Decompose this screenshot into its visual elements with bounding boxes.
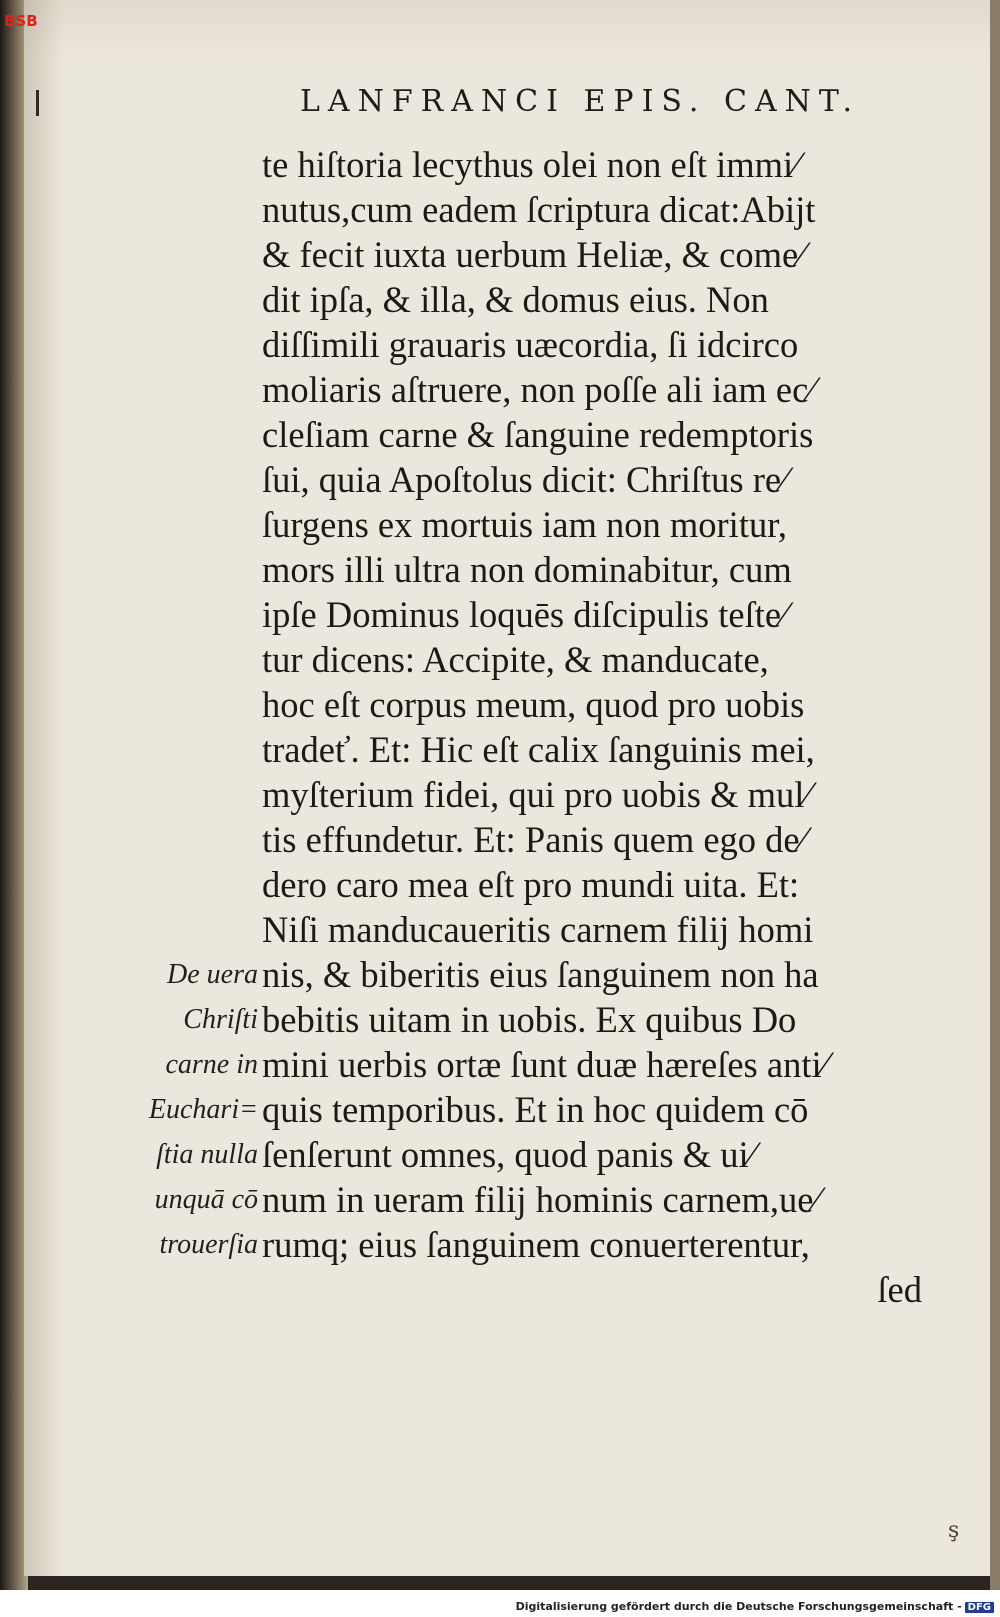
footer-credit: [516, 1600, 994, 1613]
text-line: tur dicens: Accipite, & manducate,: [262, 639, 769, 680]
text-line: dero caro mea eſt pro mundi uita. Et:: [262, 864, 800, 905]
text-line: diſſimili grauaris uæcordia, ſi idcirco: [262, 324, 799, 365]
text-line: ſui, quia Apoſtolus dicit: Chriſtus re⁄: [262, 459, 788, 500]
text-line: moliaris aſtruere, non poſſe ali iam ec⁄: [262, 369, 815, 410]
text-line: bebitis uitam in uobis. Ex quibus Do: [262, 999, 797, 1040]
text-line: mini uerbis ortæ ſunt duæ hæreſes anti⁄: [262, 1044, 828, 1085]
text-line: ſurgens ex mortuis iam non moritur,: [262, 504, 788, 545]
text-line: cleſiam carne & ſanguine redemptoris: [262, 414, 814, 455]
text-line: hoc eſt corpus meum, quod pro uobis: [262, 684, 805, 725]
text-line: myſterium fidei, qui pro uobis & mul⁄: [262, 774, 811, 815]
footer-text: Digitalisierung gefördert durch die Deutsche Forschungsgemeinschaft -: [515, 1600, 962, 1613]
text-line: tradeť. Et: Hic eſt calix ſanguinis mei,: [262, 729, 815, 770]
catchword: ſed: [877, 1269, 922, 1310]
signature-mark: ş: [948, 1518, 960, 1543]
marginal-note-line: unquā cō: [154, 1184, 258, 1215]
text-line: dit ipſa, & illa, & domus eius. Non: [262, 279, 769, 320]
marginal-note-line: De uera: [167, 959, 258, 990]
dfg-logo: DFG: [965, 1602, 994, 1613]
text-line: mors illi ultra non dominabitur, cum: [262, 549, 792, 590]
text-line: ſenſerunt omnes, quod panis & ui⁄: [262, 1134, 755, 1175]
text-line: nis, & biberitis eius ſanguinem non ha: [262, 954, 819, 995]
marginal-note-line: carne in: [165, 1049, 258, 1080]
margin-tick: [36, 90, 39, 116]
text-line: ipſe Dominus loquēs diſcipulis teſte⁄: [262, 594, 788, 635]
library-mark: BSB: [4, 12, 38, 30]
marginal-note-line: trouerſia: [159, 1229, 258, 1260]
body-text: [262, 142, 922, 1312]
text-line: quis temporibus. Et in hoc quidem cō: [262, 1089, 809, 1130]
marginal-note-line: Euchari=: [148, 1094, 258, 1125]
text-line: Niſi manducaueritis carnem filij homi: [262, 909, 814, 950]
text-line: & fecit iuxta uerbum Heliæ, & come⁄: [262, 234, 805, 275]
marginal-note-line: ſtia nulla: [156, 1139, 258, 1170]
marginal-note: [128, 952, 258, 1267]
text-line: rumq; eius ſanguinem conuerterentur,: [262, 1224, 810, 1265]
text-line: tis effundetur. Et: Panis quem ego de⁄: [262, 819, 806, 860]
page-right-edge: [990, 0, 1000, 1590]
marginal-note-line: Chriſti: [183, 1004, 258, 1035]
text-line: num in ueram filij hominis carnem,ue⁄: [262, 1179, 820, 1220]
text-line: nutus,cum eadem ſcriptura dicat:Abijt: [262, 189, 816, 230]
running-head: LANFRANCI EPIS. CANT.: [300, 84, 860, 119]
text-line: te hiſtoria lecythus olei non eſt immi⁄: [262, 144, 800, 185]
